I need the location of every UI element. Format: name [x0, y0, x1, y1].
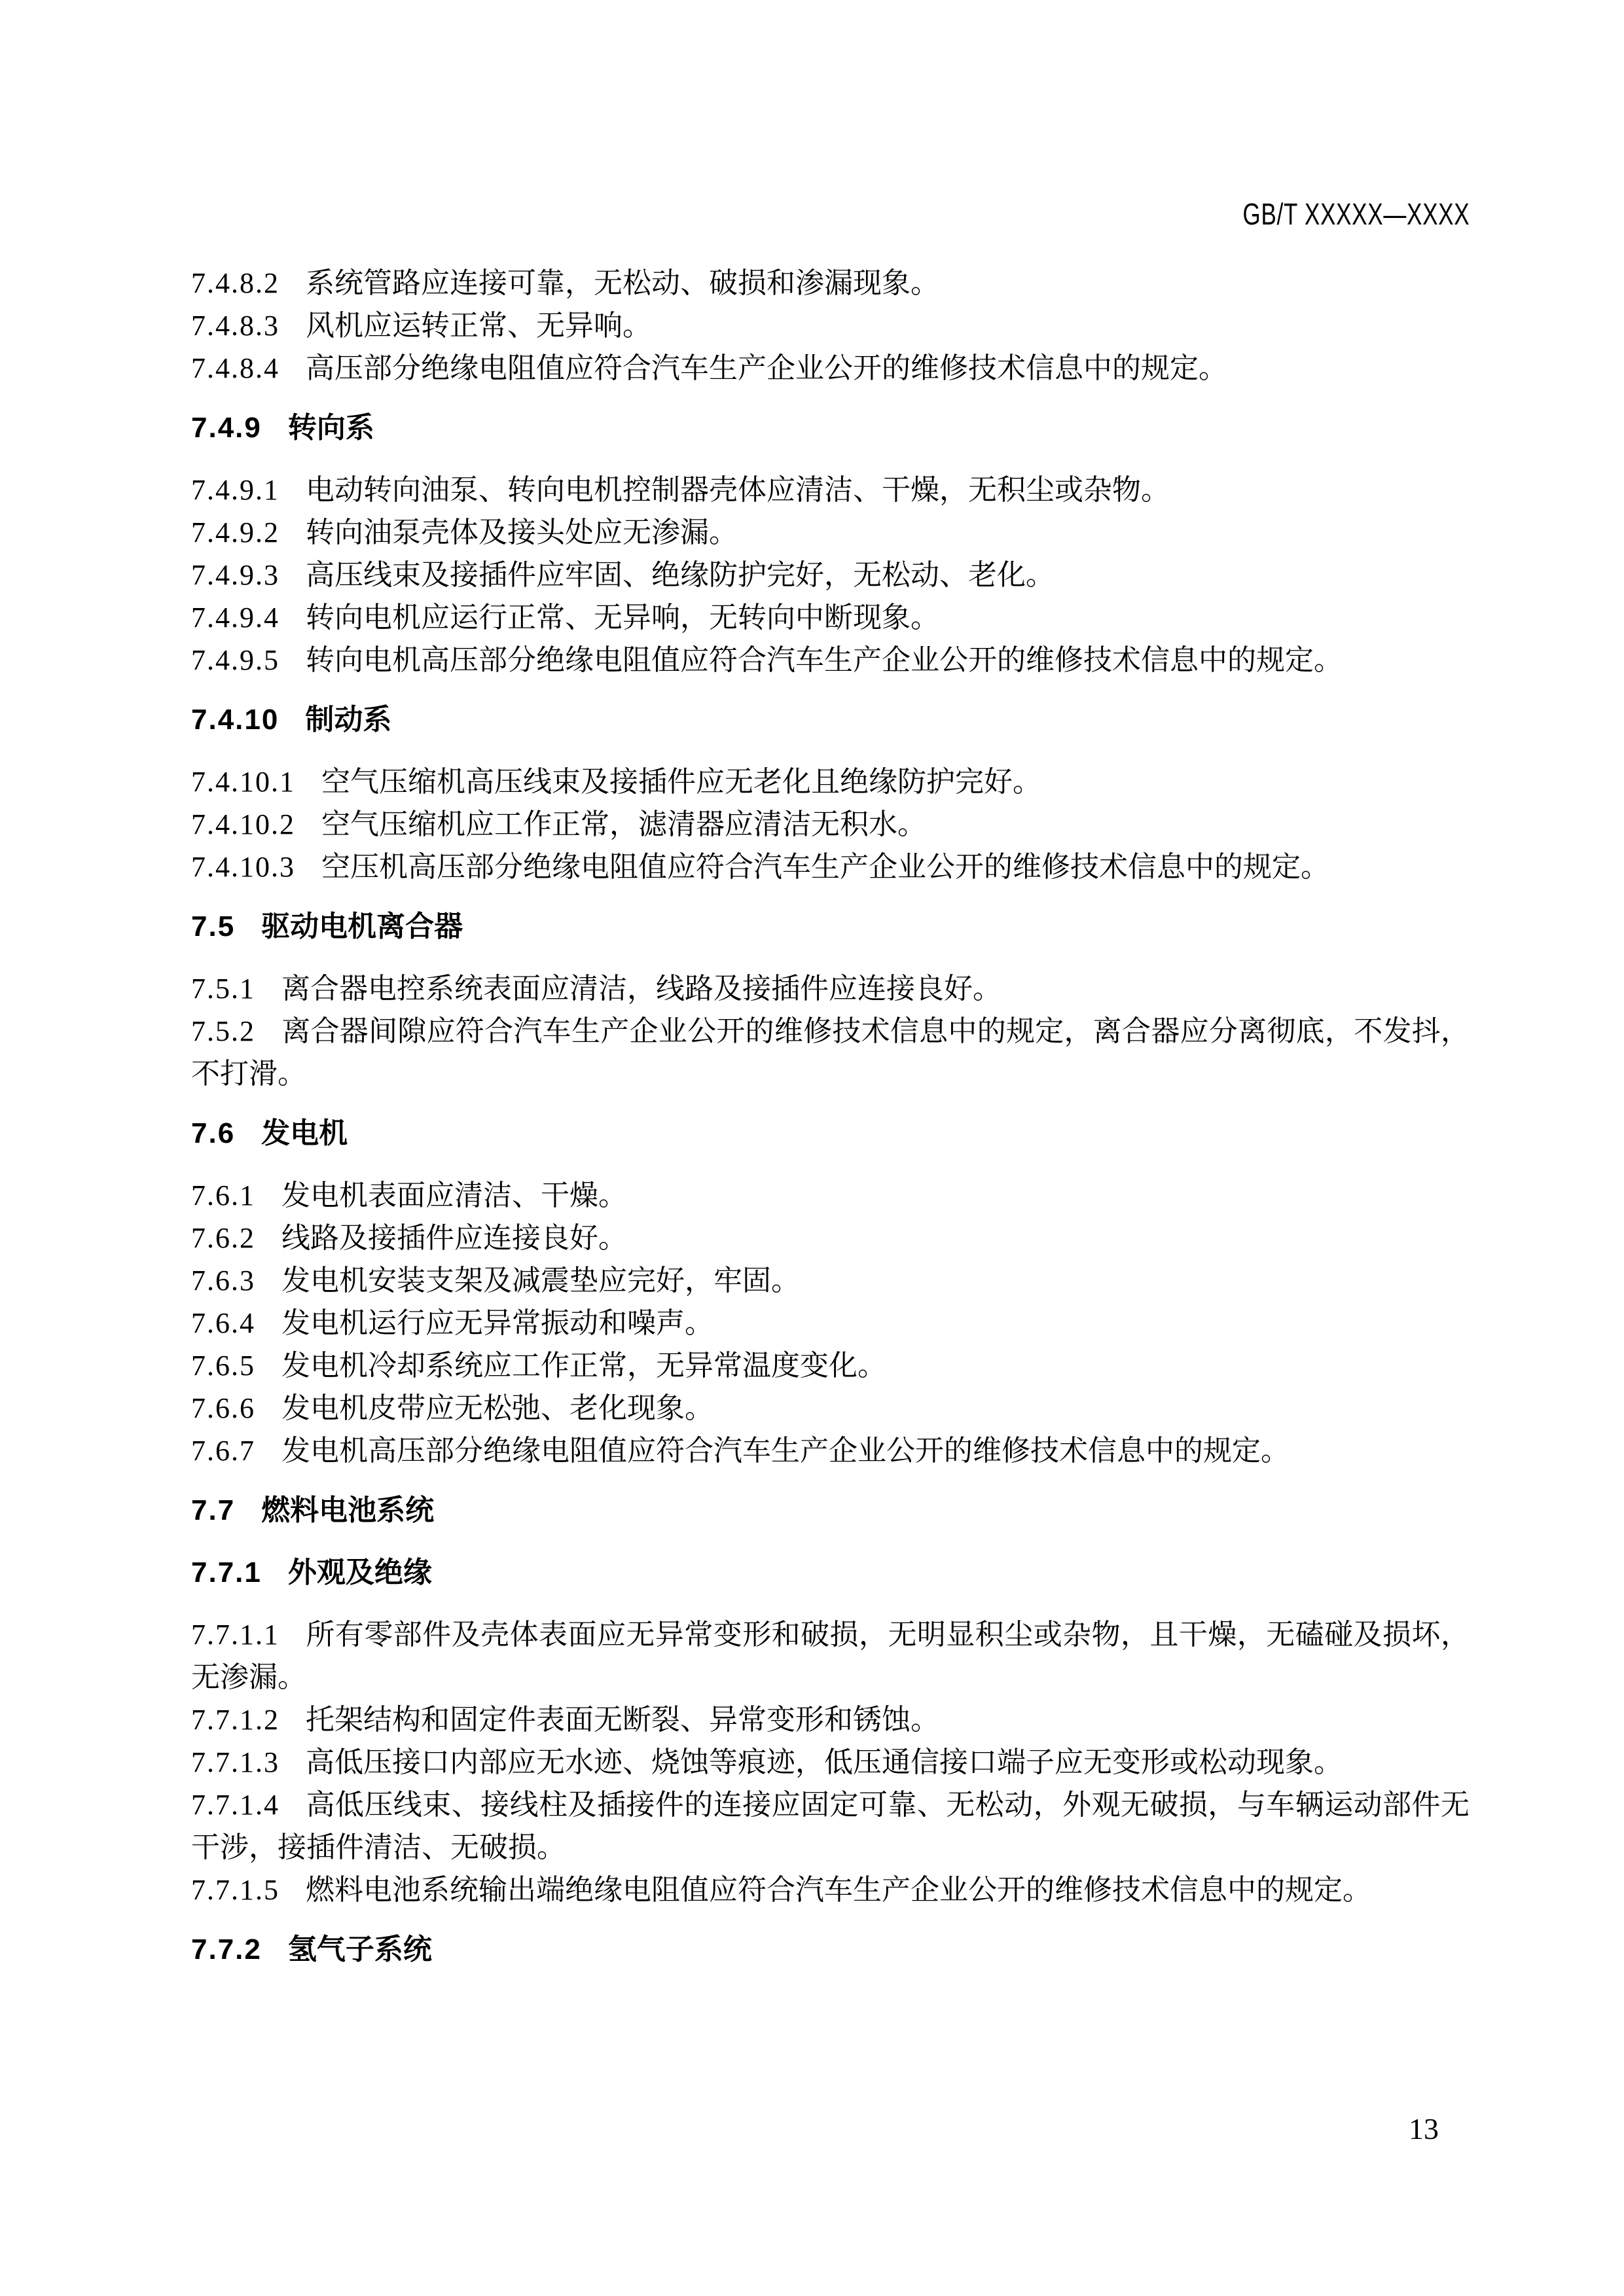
clause-paragraph	[191, 304, 1470, 347]
clause-paragraph	[191, 1429, 1470, 1472]
clause-paragraph	[191, 639, 1470, 681]
clause-number: 7.7.1.5	[191, 1874, 280, 1906]
section-heading	[191, 406, 1470, 449]
clause-text: 转向油泵壳体及接头处应无渗漏。	[306, 516, 738, 548]
clause-paragraph	[191, 1613, 1470, 1698]
clause-number: 7.4.9.3	[191, 559, 280, 591]
section-heading	[191, 1112, 1470, 1155]
heading-text: 氢气子系统	[287, 1933, 432, 1965]
clause-text: 离合器间隙应符合汽车生产企业公开的维修技术信息中的规定，离合器应分离彻底，不发抖，不打滑。	[191, 1015, 1470, 1090]
clause-paragraph	[191, 469, 1470, 511]
clause-text: 燃料电池系统输出端绝缘电阻值应符合汽车生产企业公开的维修技术信息中的规定。	[306, 1874, 1371, 1906]
clause-number: 7.6.2	[191, 1222, 255, 1254]
clause-paragraph	[191, 1698, 1470, 1741]
clause-number: 7.5.2	[191, 1015, 255, 1047]
clause-number: 7.6.3	[191, 1265, 255, 1297]
heading-number: 7.6	[191, 1117, 236, 1149]
clause-text: 发电机皮带应无松弛、老化现象。	[281, 1392, 713, 1424]
clause-number: 7.4.8.2	[191, 267, 280, 299]
heading-number: 7.5	[191, 910, 236, 942]
heading-number: 7.7.2	[191, 1933, 262, 1965]
clause-text: 空压机高压部分绝缘电阻值应符合汽车生产企业公开的维修技术信息中的规定。	[321, 851, 1329, 883]
heading-text: 外观及绝缘	[287, 1556, 432, 1588]
clause-number: 7.4.9.1	[191, 474, 280, 506]
clause-paragraph	[191, 1387, 1470, 1429]
clause-number: 7.5.1	[191, 973, 255, 1005]
clause-number: 7.7.1.2	[191, 1704, 280, 1736]
heading-number: 7.7.1	[191, 1556, 262, 1588]
heading-text: 燃料电池系统	[261, 1494, 435, 1526]
heading-text: 转向系	[287, 412, 374, 444]
clause-text: 高压部分绝缘电阻值应符合汽车生产企业公开的维修技术信息中的规定。	[306, 352, 1227, 384]
clause-number: 7.4.8.3	[191, 310, 280, 342]
section-heading	[191, 1928, 1470, 1971]
clause-text: 发电机冷却系统应工作正常，无异常温度变化。	[281, 1350, 886, 1382]
heading-text: 发电机	[261, 1117, 348, 1149]
clause-number: 7.7.1.1	[191, 1619, 280, 1651]
clause-number: 7.4.8.4	[191, 352, 280, 384]
clause-paragraph	[191, 596, 1470, 639]
clause-paragraph	[191, 262, 1470, 304]
doc-code-header: GB/T XXXXX—XXXX	[1242, 197, 1470, 231]
clause-number: 7.4.10.3	[191, 851, 295, 883]
clause-paragraph	[191, 554, 1470, 596]
clause-paragraph	[191, 1784, 1470, 1869]
heading-number: 7.4.9	[191, 412, 262, 444]
clause-paragraph	[191, 803, 1470, 846]
clause-text: 转向电机高压部分绝缘电阻值应符合汽车生产企业公开的维修技术信息中的规定。	[306, 644, 1343, 676]
document-body	[191, 262, 1470, 1990]
clause-paragraph	[191, 1217, 1470, 1259]
section-heading	[191, 905, 1470, 948]
clause-text: 托架结构和固定件表面无断裂、异常变形和锈蚀。	[306, 1704, 939, 1736]
clause-text: 发电机安装支架及减震垫应完好，牢固。	[281, 1265, 800, 1297]
clause-number: 7.4.9.5	[191, 644, 280, 676]
clause-paragraph	[191, 967, 1470, 1010]
clause-text: 线路及接插件应连接良好。	[281, 1222, 627, 1254]
section-heading	[191, 1551, 1470, 1594]
clause-paragraph	[191, 1869, 1470, 1911]
clause-paragraph	[191, 1174, 1470, 1217]
clause-text: 风机应运转正常、无异响。	[306, 310, 651, 342]
clause-number: 7.6.7	[191, 1435, 255, 1467]
heading-text: 制动系	[305, 704, 392, 736]
clause-number: 7.7.1.4	[191, 1789, 280, 1821]
clause-text: 发电机运行应无异常振动和噪声。	[281, 1307, 713, 1339]
heading-number: 7.7	[191, 1494, 236, 1526]
clause-number: 7.6.4	[191, 1307, 255, 1339]
clause-text: 空气压缩机高压线束及接插件应无老化且绝缘防护完好。	[321, 766, 1041, 798]
clause-text: 空气压缩机应工作正常，滤清器应清洁无积水。	[321, 808, 926, 840]
clause-number: 7.6.5	[191, 1350, 255, 1382]
clause-paragraph	[191, 347, 1470, 389]
clause-number: 7.4.9.4	[191, 601, 280, 634]
clause-paragraph	[191, 1259, 1470, 1302]
clause-text: 高低压接口内部应无水迹、烧蚀等痕迹，低压通信接口端子应无变形或松动现象。	[306, 1746, 1343, 1778]
clause-text: 所有零部件及壳体表面应无异常变形和破损，无明显积尘或杂物，且干燥，无磕碰及损坏，无渗漏。	[191, 1619, 1470, 1693]
clause-number: 7.4.9.2	[191, 516, 280, 548]
clause-paragraph	[191, 1302, 1470, 1344]
clause-number: 7.4.10.2	[191, 808, 295, 840]
clause-number: 7.4.10.1	[191, 766, 295, 798]
clause-paragraph	[191, 761, 1470, 803]
clause-paragraph	[191, 1010, 1470, 1095]
clause-paragraph	[191, 511, 1470, 554]
clause-number: 7.6.1	[191, 1179, 255, 1211]
clause-text: 系统管路应连接可靠，无松动、破损和渗漏现象。	[306, 267, 939, 299]
clause-number: 7.7.1.3	[191, 1746, 280, 1778]
clause-text: 高压线束及接插件应牢固、绝缘防护完好，无松动、老化。	[306, 559, 1055, 591]
clause-paragraph	[191, 1344, 1470, 1387]
clause-text: 发电机表面应清洁、干燥。	[281, 1179, 627, 1211]
heading-text: 驱动电机离合器	[261, 910, 463, 942]
clause-text: 高低压线束、接线柱及插接件的连接应固定可靠、无松动，外观无破损，与车辆运动部件无干涉，接插件清洁、无破损。	[191, 1789, 1470, 1863]
section-heading	[191, 1489, 1470, 1532]
clause-paragraph	[191, 1741, 1470, 1784]
clause-paragraph	[191, 846, 1470, 888]
section-heading	[191, 698, 1470, 741]
clause-text: 离合器电控系统表面应清洁，线路及接插件应连接良好。	[281, 973, 1001, 1005]
heading-number: 7.4.10	[191, 704, 280, 736]
clause-text: 发电机高压部分绝缘电阻值应符合汽车生产企业公开的维修技术信息中的规定。	[281, 1435, 1290, 1467]
clause-text: 电动转向油泵、转向电机控制器壳体应清洁、干燥，无积尘或杂物。	[306, 474, 1170, 506]
clause-text: 转向电机应运行正常、无异响，无转向中断现象。	[306, 601, 939, 634]
page-number: 13	[1409, 2112, 1439, 2145]
clause-number: 7.6.6	[191, 1392, 255, 1424]
